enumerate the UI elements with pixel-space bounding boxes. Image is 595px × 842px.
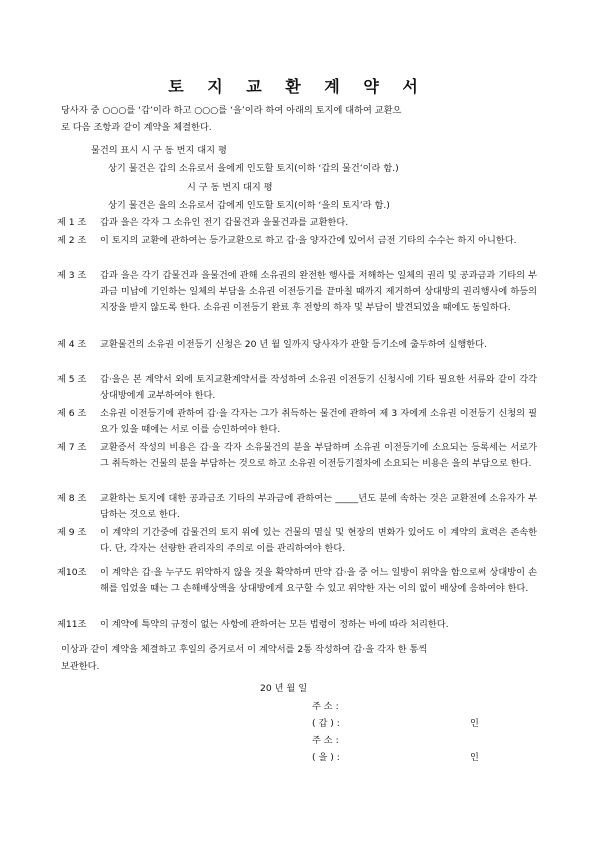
closing-line-2: 보관한다. <box>61 661 100 672</box>
article-number: 제11조 <box>57 619 87 630</box>
article-number: 제 5 조 <box>57 374 87 385</box>
article-text: 이 계약은 갑·을 누구도 위약하지 않을 것을 확약하며 만약 갑·을 중 어느 일방이 위약을 함으로써 상대방이 손해를 입었을 때는 그 손해배상액을 상대방에게 요구할 수 있고 위약한 자는 이의 없이 배상에 응하여야 한다. <box>100 567 537 594</box>
article-text: 갑과 을은 각기 갑물건과 을물건에 관해 소유권의 완전한 행사를 저해하는 일체의 권리 및 공과금과 기타의 부과금 미납에 기인하는 일체의 부담을 소유권 이전등기를 끝마칠 때까지 제거하여 상대방의 권리행사에 하등의 지장을 받지 않도록 한다. 소유권 이전등기 완료 후 전항의 하자 및 부담이 발견되었을 때에도 동일하다. <box>100 270 537 313</box>
article-3 <box>57 268 537 316</box>
article-1 <box>57 215 537 231</box>
article-2 <box>57 233 537 249</box>
property-line-2: 상기 물건은 갑의 소유로서 을에게 인도할 토지(이하 ‘갑의 물건’이라 함.) <box>108 163 399 174</box>
article-number: 제 1 조 <box>57 217 87 228</box>
closing-line-1: 이상과 같이 계약을 체결하고 후일의 증거로서 이 계약서를 2통 작성하여 갑·을 각자 한 통씩 <box>61 644 428 655</box>
article-10 <box>57 565 537 597</box>
intro-line-1: 당사자 중 ○○○를 ‘갑’이라 하고 ○○○를 ‘을’이라 하여 아래의 토지에 대하여 교환으 <box>61 105 402 116</box>
article-text: 갑·을은 본 계약서 외에 토지교환계약서를 작성하여 소유권 이전등기 신청시에 기타 필요한 서류와 같이 각각 상대방에게 교부하여야 한다. <box>100 374 537 401</box>
article-number: 제 8 조 <box>57 493 87 504</box>
article-4 <box>57 337 537 353</box>
article-text: 이 계약의 기간중에 갑물건의 토지 위에 있는 건물의 멸실 및 현장의 변화가 있어도 이 계약의 효력은 존속한다. 단, 각자는 선량한 관리자의 주의로 이를 관리하여야 한다. <box>100 527 537 554</box>
article-text: 이 토지의 교환에 관하여는 등가교환으로 하고 갑·을 양자간에 있어서 금전 기타의 수수는 하지 아니한다. <box>100 235 517 246</box>
article-number: 제 3 조 <box>57 270 87 281</box>
article-number: 제 9 조 <box>57 527 87 538</box>
party-a-address-label: 주 소 : <box>312 701 339 712</box>
party-b-label: ( 을 ) : <box>312 752 340 763</box>
article-text: 이 계약에 특약의 규정이 없는 사항에 관하여는 모든 법령이 정하는 바에 따라 처리한다. <box>100 619 449 630</box>
article-11 <box>57 617 537 633</box>
property-line-3: 시 구 동 번지 대지 평 <box>187 182 273 193</box>
article-number: 제 6 조 <box>57 408 87 419</box>
article-text: 소유권 이전등기에 관하여 갑·을 각자는 그가 취득하는 물건에 관하여 제 3 자에게 소유권 이전등기 신청의 필요가 있을 때에는 서로 이를 승인하여야 한다. <box>100 408 537 435</box>
article-number: 제10조 <box>57 567 87 578</box>
party-b-seal: 인 <box>470 752 479 763</box>
party-a-seal: 인 <box>470 718 479 729</box>
property-line-1: 물건의 표시 시 구 동 번지 대지 평 <box>91 145 227 156</box>
contract-date: 20 년 월 일 <box>260 683 308 694</box>
article-text: 갑과 을은 각자 그 소유인 전기 갑물건과 을물건과를 교환한다. <box>100 217 349 228</box>
party-a-label: ( 갑 ) : <box>312 718 340 729</box>
document-title: 토 지 교 환 계 약 서 <box>168 77 427 96</box>
property-line-4: 상기 물건은 을의 소유로서 갑에게 인도할 토지(이하 ‘을의 토지’라 함.) <box>108 200 390 211</box>
article-8 <box>57 491 537 523</box>
article-7 <box>57 440 537 472</box>
party-b-address-label: 주 소 : <box>312 735 339 746</box>
article-text: 교환물건의 소유권 이전등기 신청은 20 년 월 일까지 당사자가 관할 등기소에 출두하여 실행한다. <box>100 339 487 350</box>
article-6 <box>57 406 537 438</box>
article-number: 제 2 조 <box>57 235 87 246</box>
article-9 <box>57 525 537 557</box>
article-text: 교환하는 토지에 대한 공과금조 기타의 부과금에 관하여는 _____년도 분에 속하는 것은 교환전에 소유자가 부담하는 것으로 한다. <box>100 493 537 520</box>
article-number: 제 7 조 <box>57 442 87 453</box>
article-text: 교환증서 작성의 비용은 갑·을 각자 소유물건의 분을 부담하며 소유권 이전등기에 소요되는 등록세는 서로가 그 취득하는 건물의 분을 부담하는 것으로 하고 소유권 이전등기절차에 소요되는 비용은 을의 부담으로 한다. <box>100 442 537 469</box>
intro-line-2: 로 다음 조항과 같이 계약을 체결한다. <box>61 122 212 133</box>
article-number: 제 4 조 <box>57 339 87 350</box>
article-5 <box>57 372 537 404</box>
